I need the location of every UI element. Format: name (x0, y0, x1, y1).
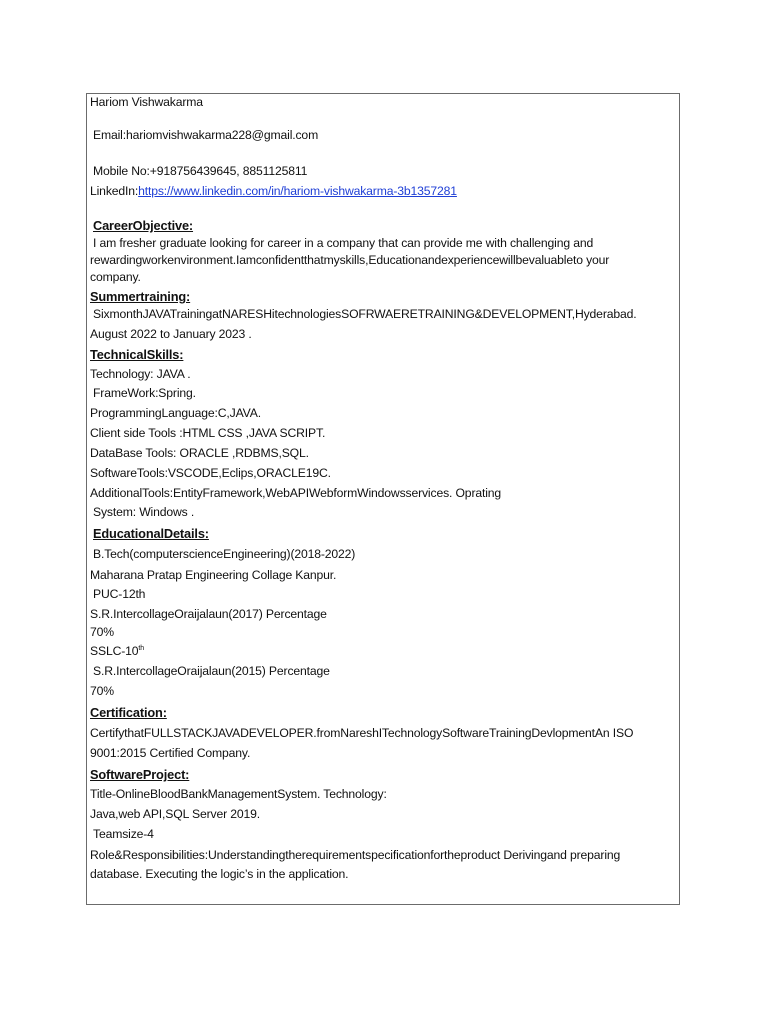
career-objective-line: company. (90, 270, 141, 284)
project-line: Java,web API,SQL Server 2019. (90, 807, 260, 821)
certification-line: 9001:2015 Certified Company. (90, 746, 251, 760)
project-line: Teamsize-4 (93, 827, 154, 841)
skill-line: Technology: JAVA . (90, 367, 191, 381)
education-sslc-school: S.R.IntercollageOraijalaun(2015) Percentage (93, 664, 330, 678)
summer-training-line: SixmonthJAVATrainingatNARESHitechnologiesSOFRWAERETRAINING&DEVELOPMENT,Hyderabad. (93, 307, 637, 321)
project-line: Title-OnlineBloodBankManagementSystem. Technology: (90, 787, 387, 801)
email-line: Email:hariomvishwakarma228@gmail.com (93, 128, 319, 142)
skill-line: DataBase Tools: ORACLE ,RDBMS,SQL. (90, 446, 309, 460)
education-college: Maharana Pratap Engineering Collage Kanpur. (90, 568, 337, 582)
education-sslc (90, 644, 144, 659)
education-puc-school: S.R.IntercollageOraijalaun(2017) Percentage (90, 607, 327, 621)
career-objective-heading: CareerObjective: (93, 218, 194, 233)
education-sslc-percentage: 70% (90, 684, 114, 698)
education-heading: EducationalDetails: (93, 526, 209, 541)
summer-training-heading: Summertraining: (90, 289, 191, 304)
career-objective-line: I am fresher graduate looking for career in a company that can provide me with challenging and (93, 236, 594, 250)
education-sslc-label: SSLC-10 (90, 644, 139, 658)
skill-line: FrameWork:Spring. (93, 386, 196, 400)
project-line: database. Executing the logic’s in the application. (90, 867, 349, 881)
project-line: Role&Responsibilities:Understandingtherequirementspecificationfortheproduct Derivingand preparing (90, 848, 621, 862)
skill-line: Client side Tools :HTML CSS ,JAVA SCRIPT. (90, 426, 326, 440)
education-degree: B.Tech(computerscienceEngineering)(2018-2022) (93, 547, 356, 561)
mobile-line: Mobile No:+918756439645, 8851125811 (93, 164, 308, 178)
candidate-name: Hariom Vishwakarma (90, 95, 203, 109)
education-sslc-superscript: th (138, 645, 144, 652)
certification-heading: Certification: (90, 705, 167, 720)
technical-skills-heading: TechnicalSkills: (90, 347, 184, 362)
linkedin-link[interactable]: https://www.linkedin.com/in/hariom-vishwakarma-3b1357281 (138, 184, 457, 198)
skill-line: AdditionalTools:EntityFramework,WebAPIWebformWindowsservices. Oprating (90, 486, 502, 500)
skill-line: ProgrammingLanguage:C,JAVA. (90, 406, 261, 420)
skill-line: System: Windows . (93, 505, 195, 519)
education-puc-percentage: 70% (90, 625, 114, 639)
software-project-heading: SoftwareProject: (90, 767, 190, 782)
summer-training-line: August 2022 to January 2023 . (90, 327, 252, 341)
linkedin-line (90, 184, 457, 199)
linkedin-label: LinkedIn: (90, 184, 139, 198)
career-objective-line: rewardingworkenvironment.Iamconfidentthatmyskills,Educationandexperiencewillbevaluableto your (90, 253, 610, 267)
education-puc: PUC-12th (93, 587, 146, 601)
skill-line: SoftwareTools:VSCODE,Eclips,ORACLE19C. (90, 466, 331, 480)
certification-line: CertifythatFULLSTACKJAVADEVELOPER.fromNareshITechnologySoftwareTrainingDevlopmentAn ISO (90, 726, 634, 740)
